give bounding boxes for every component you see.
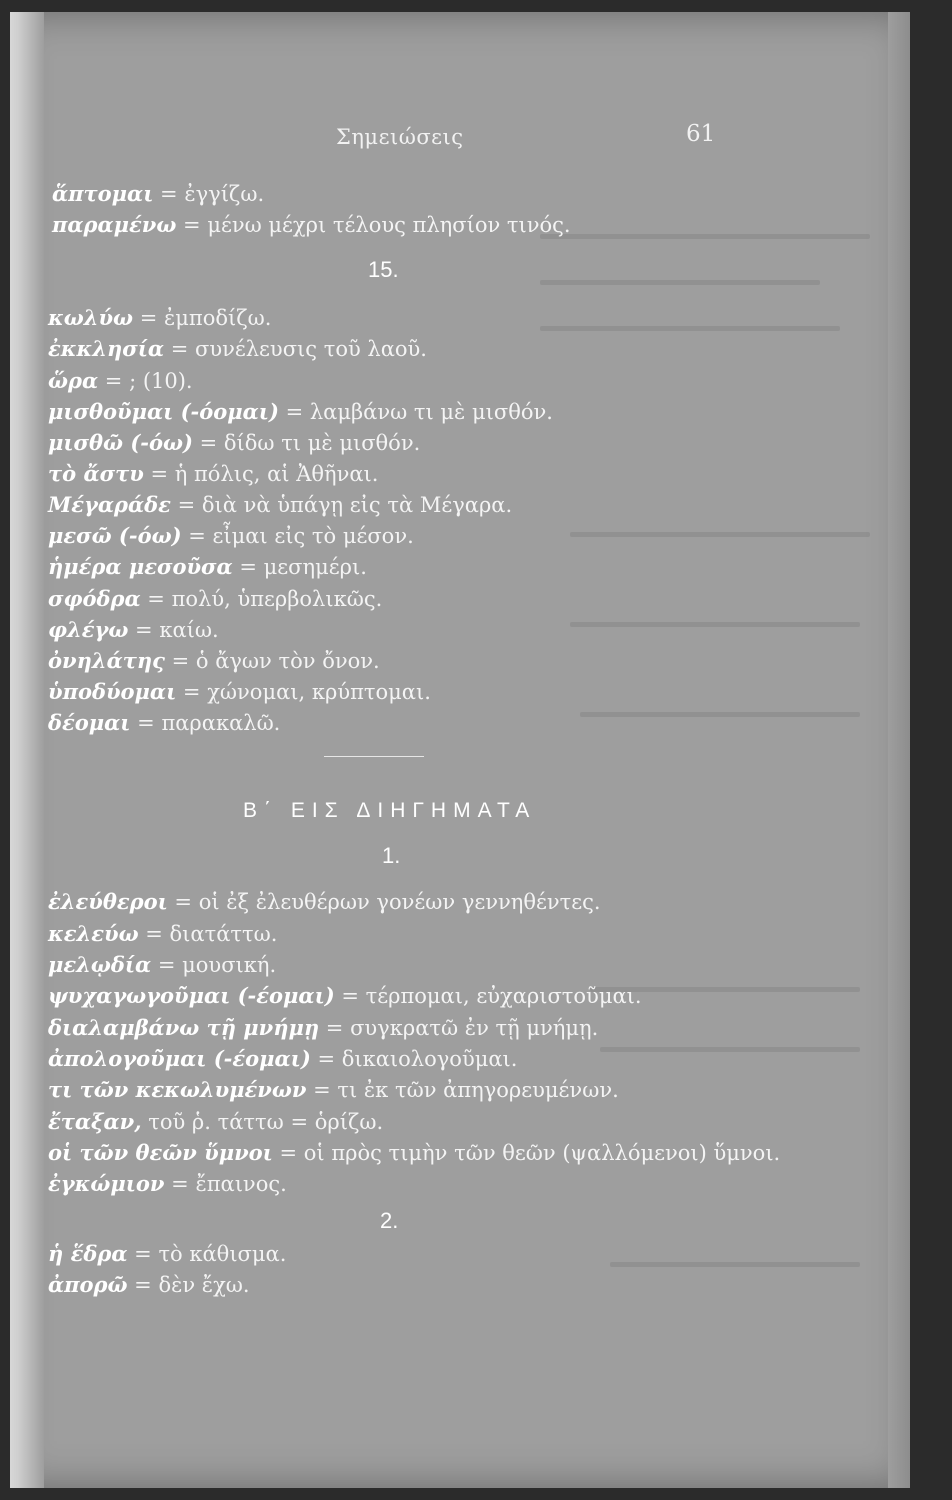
entry-definition: δὲν ἔχω. bbox=[158, 1273, 250, 1297]
entry-separator: = bbox=[127, 1273, 159, 1297]
entry-definition: οἱ ἐξ ἐλευθέρων γονέων γεννηθέντες. bbox=[198, 890, 601, 914]
entry-term: κελεύω bbox=[48, 921, 139, 946]
entry-term: τι τῶν κεκωλυμένων bbox=[48, 1077, 307, 1102]
bleed-through-mark bbox=[610, 1262, 860, 1267]
entry-term: ἔταξαν, bbox=[48, 1109, 142, 1134]
entry-definition: ἐγγίζω. bbox=[184, 182, 265, 206]
glossary-entry bbox=[48, 618, 219, 642]
entry-term: διαλαμβάνω τῇ μνήμῃ bbox=[48, 1015, 320, 1040]
bleed-through-mark bbox=[570, 622, 860, 627]
glossary-entry bbox=[48, 649, 380, 673]
running-head-title: Σημειώσεις bbox=[336, 125, 464, 149]
entry-term: ψυχαγωγοῦμαι (-έομαι) bbox=[48, 983, 335, 1008]
entry-separator: = bbox=[278, 400, 310, 424]
glossary-entry bbox=[48, 711, 280, 735]
entry-separator: = bbox=[164, 337, 195, 361]
glossary-entry bbox=[48, 1242, 286, 1266]
entry-term: Μέγαράδε bbox=[48, 492, 171, 517]
entry-separator: = bbox=[176, 680, 208, 704]
glossary-entry bbox=[48, 524, 414, 548]
glossary-entry bbox=[52, 213, 571, 237]
entry-definition: διὰ νὰ ὑπάγῃ εἰς τὰ Μέγαρα. bbox=[201, 493, 513, 517]
entry-definition: ἔπαινος. bbox=[195, 1172, 287, 1196]
entry-definition: μουσική. bbox=[182, 953, 277, 977]
entry-definition: χώνομαι, κρύπτομαι. bbox=[207, 680, 431, 704]
glossary-entry bbox=[48, 369, 193, 393]
entry-separator: = bbox=[98, 369, 130, 393]
glossary-entry bbox=[48, 587, 382, 611]
entry-definition: τὸ κάθισμα. bbox=[158, 1242, 287, 1266]
entry-definition: συνέλευσις τοῦ λαοῦ. bbox=[195, 337, 427, 361]
page-spine-shadow bbox=[10, 12, 44, 1488]
glossary-entry bbox=[48, 431, 420, 455]
entry-definition: τέρπομαι, εὐχαριστοῦμαι. bbox=[365, 984, 642, 1008]
entry-definition: ; (10). bbox=[129, 369, 193, 393]
bleed-through-mark bbox=[540, 234, 870, 239]
glossary-entry bbox=[48, 306, 271, 330]
entry-definition: εἶμαι εἰς τὸ μέσον. bbox=[212, 524, 414, 548]
entry-separator: = bbox=[232, 555, 264, 579]
glossary-entry bbox=[48, 984, 642, 1008]
section-divider bbox=[324, 756, 424, 757]
entry-definition: συγκρατῶ ἐν τῇ μνήμῃ. bbox=[350, 1016, 599, 1040]
bleed-through-mark bbox=[540, 280, 820, 285]
glossary-entry bbox=[48, 680, 431, 704]
page-edge bbox=[888, 12, 910, 1488]
entry-separator: = bbox=[164, 1172, 196, 1196]
entry-definition: ὁ ἄγων τὸν ὄνον. bbox=[195, 649, 380, 673]
entry-separator: = bbox=[130, 711, 162, 735]
entry-separator: = bbox=[153, 182, 185, 206]
entry-term: ὀνηλάτης bbox=[48, 648, 165, 673]
glossary-entry bbox=[48, 1078, 619, 1102]
entry-definition: ἐμποδίζω. bbox=[163, 306, 272, 330]
glossary-entry bbox=[48, 1016, 598, 1040]
entry-separator: = bbox=[133, 306, 164, 330]
entry-separator: = bbox=[319, 1016, 351, 1040]
entry-term: ἐλεύθεροι bbox=[48, 889, 168, 914]
entry-term: μελῳδία bbox=[48, 952, 152, 977]
entry-term: σφόδρα bbox=[48, 586, 141, 611]
entry-separator: τοῦ ῥ. bbox=[141, 1110, 218, 1134]
entry-term: τὸ ἄστυ bbox=[48, 461, 144, 486]
entry-term: κωλύω bbox=[48, 305, 134, 330]
entry-definition: πολύ, ὑπερβολικῶς. bbox=[171, 587, 383, 611]
chapter-heading: Β΄ ΕΙΣ ΔΙΗΓΗΜΑΤΑ bbox=[243, 799, 537, 822]
entry-definition: καίω. bbox=[159, 618, 219, 642]
entry-separator: = bbox=[164, 649, 196, 673]
glossary-entry bbox=[48, 890, 601, 914]
glossary-entry bbox=[52, 182, 264, 206]
entry-definition: μένω μέχρι τέλους πλησίον τινός. bbox=[207, 213, 571, 237]
entry-definition: λαμβάνω τι μὲ μισθόν. bbox=[309, 400, 553, 424]
entry-definition: διατάττω. bbox=[169, 922, 278, 946]
entry-separator: = bbox=[176, 213, 208, 237]
glossary-entry bbox=[48, 1047, 517, 1071]
glossary-entry bbox=[48, 462, 378, 486]
entry-separator: = bbox=[192, 431, 224, 455]
glossary-entry bbox=[48, 953, 276, 977]
bleed-through-mark bbox=[540, 326, 840, 331]
entry-definition: δικαιολογοῦμαι. bbox=[341, 1047, 518, 1071]
entry-term: παραμένω bbox=[52, 212, 177, 237]
entry-term: δέομαι bbox=[48, 710, 131, 735]
bleed-through-mark bbox=[570, 532, 870, 537]
entry-definition: δίδω τι μὲ μισθόν. bbox=[223, 431, 421, 455]
entry-separator: = bbox=[151, 953, 183, 977]
entry-term: ὥρα bbox=[48, 368, 99, 393]
glossary-entry bbox=[48, 493, 512, 517]
entry-term: ἀπολογοῦμαι (-έομαι) bbox=[48, 1046, 311, 1071]
section-number: 2. bbox=[380, 1208, 399, 1233]
entry-definition: τάττω = ὁρίζω. bbox=[217, 1110, 384, 1134]
entry-separator: = bbox=[140, 587, 172, 611]
entry-term: μισθοῦμαι (-όομαι) bbox=[48, 399, 279, 424]
entry-separator: = bbox=[334, 984, 366, 1008]
entry-separator: = bbox=[127, 1242, 159, 1266]
section-number: 15. bbox=[368, 257, 399, 282]
entry-separator: = bbox=[170, 493, 202, 517]
glossary-entry bbox=[48, 555, 367, 579]
entry-term: μεσῶ (-όω) bbox=[48, 523, 182, 548]
entry-definition: μεσημέρι. bbox=[263, 555, 367, 579]
entry-term: ἅπτομαι bbox=[52, 181, 154, 206]
entry-separator: = bbox=[306, 1078, 338, 1102]
entry-definition: ἡ πόλις, αἱ Ἀθῆναι. bbox=[174, 462, 379, 486]
glossary-entry bbox=[48, 922, 277, 946]
entry-separator: = bbox=[167, 890, 199, 914]
bleed-through-mark bbox=[600, 1047, 860, 1052]
glossary-entry bbox=[48, 1141, 780, 1165]
glossary-entry bbox=[48, 400, 553, 424]
entry-term: ὑποδύομαι bbox=[48, 679, 177, 704]
entry-term: ἐκκλησία bbox=[48, 336, 165, 361]
entry-separator: = bbox=[128, 618, 160, 642]
glossary-entry bbox=[48, 1273, 250, 1297]
entry-separator: = bbox=[310, 1047, 342, 1071]
entry-separator: = bbox=[181, 524, 213, 548]
entry-term: μισθῶ (-όω) bbox=[48, 430, 193, 455]
entry-separator: = bbox=[143, 462, 175, 486]
entry-separator: = bbox=[272, 1141, 304, 1165]
bleed-through-mark bbox=[580, 712, 860, 717]
entry-term: ἡμέρα μεσοῦσα bbox=[48, 554, 233, 579]
glossary-entry bbox=[48, 1110, 383, 1134]
entry-term: φλέγω bbox=[48, 617, 129, 642]
entry-definition: οἱ πρὸς τιμὴν τῶν θεῶν (ψαλλόμενοι) ὕμνοι. bbox=[303, 1141, 781, 1165]
entry-separator: = bbox=[138, 922, 170, 946]
glossary-entry bbox=[48, 337, 427, 361]
entry-term: οἱ τῶν θεῶν ὕμνοι bbox=[48, 1140, 273, 1165]
section-number: 1. bbox=[382, 843, 401, 868]
entry-term: ἀπορῶ bbox=[48, 1272, 128, 1297]
glossary-entry bbox=[48, 1172, 287, 1196]
entry-definition: παρακαλῶ. bbox=[161, 711, 281, 735]
entry-definition: τι ἐκ τῶν ἀπηγορευμένων. bbox=[337, 1078, 619, 1102]
entry-term: ἐγκώμιον bbox=[48, 1171, 165, 1196]
page-number: 61 bbox=[686, 121, 716, 147]
entry-term: ἡ ἕδρα bbox=[48, 1241, 128, 1266]
